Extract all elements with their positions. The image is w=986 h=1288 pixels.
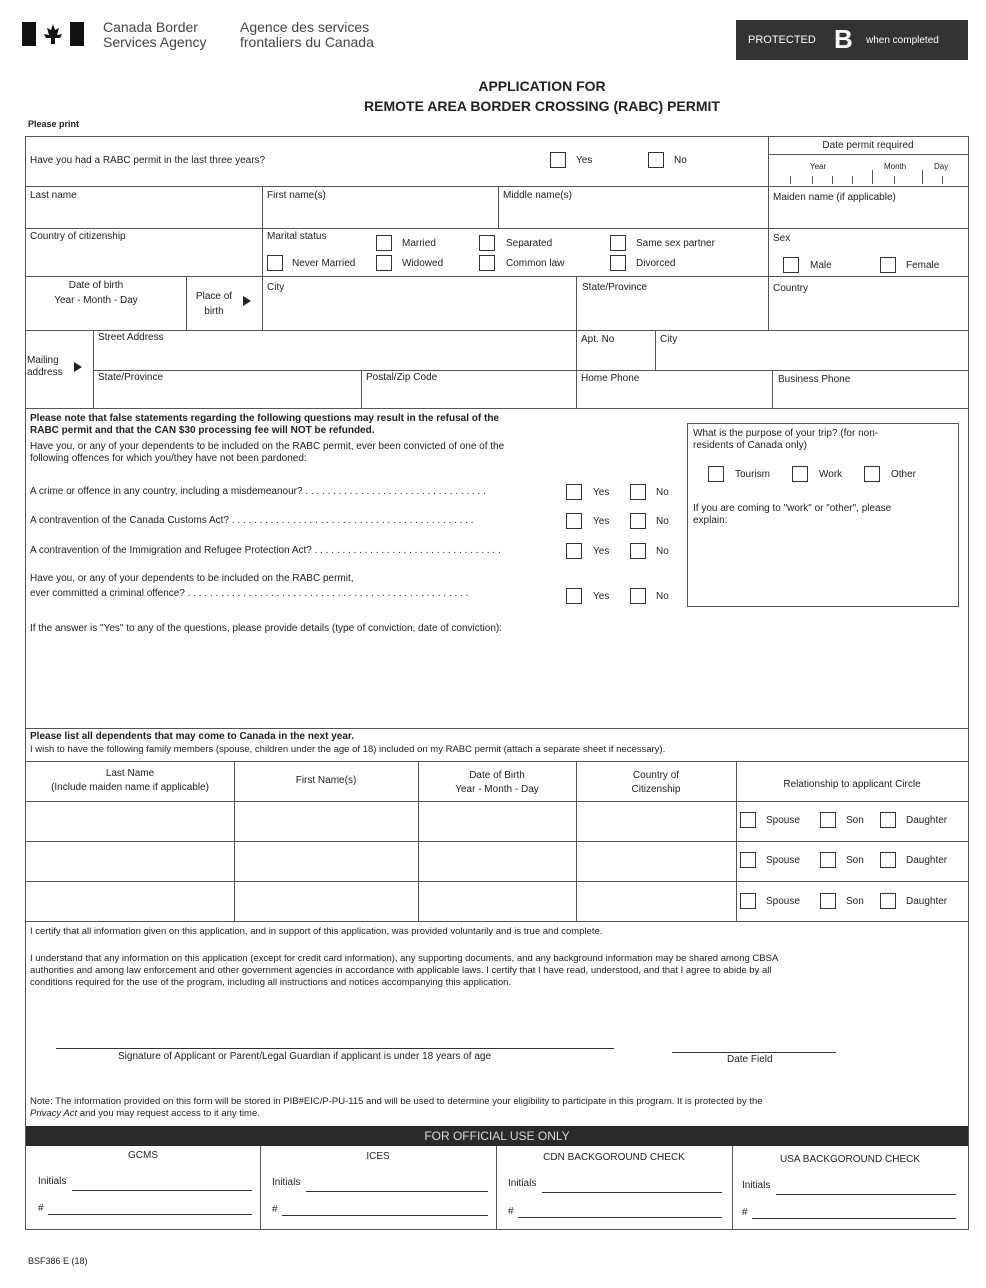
divorced-checkbox[interactable] — [610, 255, 626, 271]
customs-yes-label: Yes — [593, 516, 610, 527]
common-law-label: Common law — [506, 258, 565, 269]
never-married-label: Never Married — [292, 258, 356, 269]
tourism-checkbox[interactable] — [708, 466, 724, 482]
last-name-field[interactable] — [26, 204, 262, 226]
trip-purpose-question: What is the purpose of your trip? (for non- residents of Canada only) — [693, 428, 879, 451]
dep3-daughter-label: Daughter — [906, 896, 948, 907]
customs-no-label: No — [656, 516, 669, 527]
criminal-yes-label: Yes — [593, 591, 610, 602]
privacy-note: Note: The information provided on this form will be stored in PIB#EIC/P-PU-115 and will be used to determine your eligibility to participate in this program. It is protected by the Privacy Act and you may request access to it any time. — [30, 1096, 763, 1119]
gcms-header: GCMS — [128, 1150, 158, 1161]
separated-label: Separated — [506, 238, 553, 249]
prev-permit-no-checkbox[interactable] — [648, 152, 664, 168]
birth-country-field[interactable] — [769, 298, 967, 328]
dep1-country-field[interactable] — [577, 803, 735, 839]
cdn-initials-label: Initials — [508, 1178, 537, 1189]
married-label: Married — [402, 238, 436, 249]
crime-yes-checkbox[interactable] — [566, 484, 582, 500]
customs-yes-checkbox[interactable] — [566, 513, 582, 529]
never-married-checkbox[interactable] — [267, 255, 283, 271]
mailing-city-field[interactable] — [656, 348, 967, 368]
apt-no-label: Apt. No — [581, 334, 615, 345]
criminal-no-checkbox[interactable] — [630, 588, 646, 604]
other-checkbox[interactable] — [864, 466, 880, 482]
postal-code-label: Postal/Zip Code — [366, 372, 438, 383]
birth-state-field[interactable] — [577, 296, 767, 328]
birth-city-label: City — [267, 282, 285, 293]
usa-initials-field[interactable] — [776, 1194, 956, 1195]
dep3-dob-field[interactable] — [419, 883, 575, 919]
col-first-name: First Name(s) — [295, 775, 357, 786]
privacy-act-reference: Privacy Act — [30, 1108, 78, 1119]
dep2-last-name-field[interactable] — [26, 843, 233, 879]
crime-no-checkbox[interactable] — [630, 484, 646, 500]
gcms-number-label: # — [38, 1203, 44, 1214]
sex-label: Sex — [773, 233, 791, 244]
question-criminal-offence: Have you, or any of your dependents to be included on the RABC permit, ever committed a criminal offence? . . . . . . . . . . . . . . . . . . . . . . . . . . . . . . . . . . . . . . . . . . . . . . . . . . . — [30, 573, 469, 599]
dob-field[interactable] — [26, 310, 186, 328]
explain-label: If you are coming to "work" or "other", please explain: — [693, 503, 892, 526]
other-label: Other — [891, 469, 917, 480]
mailing-address-label: Mailing address — [27, 355, 63, 378]
separated-checkbox[interactable] — [479, 235, 495, 251]
dep2-daughter-checkbox[interactable] — [880, 852, 896, 868]
immigration-yes-label: Yes — [593, 546, 610, 557]
dep1-daughter-checkbox[interactable] — [880, 812, 896, 828]
ices-number-field[interactable] — [282, 1215, 488, 1216]
immigration-yes-checkbox[interactable] — [566, 543, 582, 559]
criminal-no-label: No — [656, 591, 669, 602]
dep1-son-checkbox[interactable] — [820, 812, 836, 828]
question-customs-act: A contravention of the Canada Customs Act? . . . . . . . . . . . . . . . . . . . . . . . . . . . . . . . . . . . . . . . . . . . . — [30, 515, 474, 526]
dep1-daughter-label: Daughter — [906, 815, 948, 826]
col-relationship: Relationship to applicant Circle — [783, 779, 921, 790]
mailing-city-label: City — [660, 334, 678, 345]
last-name-label: Last name — [30, 190, 77, 201]
date-month-label: Month — [884, 162, 907, 171]
postal-code-field[interactable] — [362, 386, 574, 406]
country-citizenship-label: Country of citizenship — [30, 231, 126, 242]
dep1-spouse-checkbox[interactable] — [740, 812, 756, 828]
prev-permit-no-label: No — [674, 155, 687, 166]
usa-number-field[interactable] — [752, 1218, 956, 1219]
dep1-dob-field[interactable] — [419, 803, 575, 839]
dep3-son-checkbox[interactable] — [820, 893, 836, 909]
dep3-daughter-checkbox[interactable] — [880, 893, 896, 909]
female-checkbox[interactable] — [880, 257, 896, 273]
divorced-label: Divorced — [636, 258, 676, 269]
cdn-number-label: # — [508, 1206, 514, 1217]
male-label: Male — [810, 260, 832, 271]
date-field-line[interactable] — [672, 1052, 836, 1053]
date-day-label: Day — [934, 162, 949, 171]
gcms-initials-label: Initials — [38, 1176, 67, 1187]
ices-header: ICES — [366, 1151, 390, 1162]
ices-initials-label: Initials — [272, 1177, 301, 1188]
dep3-country-field[interactable] — [577, 883, 735, 919]
usa-check-header: USA BACKGOROUND CHECK — [779, 1154, 921, 1165]
gcms-initials-field[interactable] — [72, 1190, 252, 1191]
country-citizenship-field[interactable] — [26, 246, 262, 274]
place-of-birth-label: Place of birth — [195, 291, 233, 317]
protected-letter: B — [834, 24, 853, 54]
arrow-right-icon — [74, 362, 82, 372]
question-crime: A crime or offence in any country, including a misdemeanour? . . . . . . . . . . . . . . . . . . . . . . . . . . . . . . . . . — [30, 486, 486, 497]
mailing-state-field[interactable] — [94, 386, 360, 406]
dep3-last-name-field[interactable] — [26, 883, 233, 919]
signature-line[interactable] — [56, 1048, 614, 1049]
business-phone-field[interactable] — [773, 388, 967, 406]
signature-label: Signature of Applicant or Parent/Legal Guardian if applicant is under 18 years of age — [118, 1051, 492, 1062]
marital-status-label: Marital status — [267, 231, 327, 242]
dep2-spouse-label: Spouse — [766, 855, 800, 866]
dep3-son-label: Son — [846, 896, 864, 907]
immigration-no-checkbox[interactable] — [630, 543, 646, 559]
middle-names-field[interactable] — [499, 204, 767, 226]
date-year-label: Year — [810, 162, 827, 171]
female-label: Female — [906, 260, 940, 271]
col-dob: Date of Birth Year - Month - Day — [455, 770, 539, 795]
crime-no-label: No — [656, 487, 669, 498]
birth-city-field[interactable] — [263, 296, 575, 328]
please-print: Please print — [28, 119, 80, 129]
immigration-no-label: No — [656, 546, 669, 557]
offence-intro: Have you, or any of your dependents to be included on the RABC permit, ever been convicted of one of the following offences for which you/they have not been pardoned: — [30, 441, 505, 464]
cdn-check-header: CDN BACKGOROUND CHECK — [543, 1152, 685, 1163]
canada-flag-logo — [22, 22, 84, 46]
usa-number-label: # — [742, 1207, 748, 1218]
dep3-spouse-label: Spouse — [766, 896, 800, 907]
usa-initials-label: Initials — [742, 1180, 771, 1191]
dep2-daughter-label: Daughter — [906, 855, 948, 866]
cdn-initials-field[interactable] — [542, 1192, 722, 1193]
official-use-banner: FOR OFFICIAL USE ONLY — [26, 1126, 968, 1146]
customs-no-checkbox[interactable] — [630, 513, 646, 529]
tourism-label: Tourism — [735, 469, 771, 480]
apt-no-field[interactable] — [577, 348, 653, 368]
dep2-son-checkbox[interactable] — [820, 852, 836, 868]
dep1-spouse-label: Spouse — [766, 815, 800, 826]
home-phone-field[interactable] — [577, 387, 771, 406]
gcms-number-field[interactable] — [48, 1214, 252, 1215]
maiden-name-label: Maiden name (if applicable) — [773, 192, 896, 203]
home-phone-label: Home Phone — [581, 373, 640, 384]
details-label: If the answer is "Yes" to any of the questions, please provide details (type of conviction, date of conviction): — [30, 623, 502, 634]
prev-permit-yes-label: Yes — [576, 155, 593, 166]
married-checkbox[interactable] — [376, 235, 392, 251]
certify-statement: I certify that all information given on this application, and in support of this application, was provided voluntarily and is true and complete. — [30, 926, 603, 937]
cdn-number-field[interactable] — [518, 1217, 722, 1218]
work-label: Work — [819, 469, 843, 480]
protected-b-banner — [736, 20, 968, 60]
explain-field[interactable] — [690, 530, 956, 604]
protected-suffix: when completed — [866, 35, 939, 46]
dep3-spouse-checkbox[interactable] — [740, 893, 756, 909]
question-immigration-act: A contravention of the Immigration and Refugee Protection Act? . . . . . . . . . . . . . . . . . . . . . . . . . . . . . . . . . . — [30, 545, 501, 556]
dep2-son-label: Son — [846, 855, 864, 866]
middle-names-label: Middle name(s) — [503, 190, 572, 201]
crime-yes-label: Yes — [593, 487, 610, 498]
business-phone-label: Business Phone — [778, 374, 851, 385]
dep2-spouse-checkbox[interactable] — [740, 852, 756, 868]
same-sex-checkbox[interactable] — [610, 235, 626, 251]
col-country: Country of Citizenship — [631, 770, 681, 795]
false-statement-warning: Please note that false statements regarding the following questions may result in the refusal of the RABC permit and that the CAN $30 processing fee will NOT be refunded. — [30, 413, 499, 436]
widowed-checkbox[interactable] — [376, 255, 392, 271]
dep3-first-name-field[interactable] — [235, 883, 417, 919]
dob-label: Date of birth Year - Month - Day — [54, 280, 138, 306]
first-names-label: First name(s) — [267, 190, 326, 201]
maiden-name-field[interactable] — [769, 206, 967, 226]
common-law-checkbox[interactable] — [479, 255, 495, 271]
date-permit-input[interactable] — [776, 170, 962, 184]
male-checkbox[interactable] — [783, 257, 799, 273]
ices-number-label: # — [272, 1204, 278, 1215]
dep1-first-name-field[interactable] — [235, 803, 417, 839]
prev-permit-question: Have you had a RABC permit in the last three years? — [30, 155, 266, 166]
dep2-first-name-field[interactable] — [235, 843, 417, 879]
criminal-yes-checkbox[interactable] — [566, 588, 582, 604]
dep1-last-name-field[interactable] — [26, 803, 233, 839]
mailing-state-label: State/Province — [98, 372, 164, 383]
col-last-name: Last Name (Include maiden name if applicable) — [51, 768, 209, 793]
street-address-field[interactable] — [94, 346, 574, 368]
date-field-label: Date Field — [727, 1054, 773, 1065]
work-checkbox[interactable] — [792, 466, 808, 482]
agency-name-en: Canada Border Services Agency — [103, 19, 207, 50]
dep2-dob-field[interactable] — [419, 843, 575, 879]
form-title-line2: REMOTE AREA BORDER CROSSING (RABC) PERMIT — [364, 98, 720, 114]
ices-initials-field[interactable] — [306, 1191, 488, 1192]
agency-name-fr: Agence des services frontaliers du Canada — [240, 19, 374, 50]
birth-country-label: Country — [773, 283, 809, 294]
dep1-son-label: Son — [846, 815, 864, 826]
first-names-field[interactable] — [263, 204, 497, 226]
arrow-right-icon — [243, 296, 251, 306]
understand-statement: I understand that any information on this application (except for credit card information), any supporting documents, and any background information may be shared among CBSA authorities and among law enforcement and other government agencies in accordance with applicable laws. I certify that I have read, understood, and that I agree to abide by all conditions required for the use of the program, including all instructions and notices accompanying this application. — [30, 953, 779, 988]
dependents-heading: Please list all dependents that may come to Canada in the next year. — [30, 731, 354, 742]
dep2-country-field[interactable] — [577, 843, 735, 879]
birth-state-label: State/Province — [582, 282, 648, 293]
same-sex-label: Same sex partner — [636, 238, 715, 249]
form-title-line1: APPLICATION FOR — [478, 78, 606, 94]
protected-label: PROTECTED — [748, 34, 816, 46]
street-address-label: Street Address — [98, 332, 164, 343]
details-field[interactable] — [26, 638, 968, 726]
date-permit-required-label: Date permit required — [822, 140, 914, 151]
form-number: BSF386 E (18) — [28, 1256, 88, 1266]
dependents-subheading: I wish to have the following family members (spouse, children under the age of 18) included on my RABC permit (attach a separate sheet if necessary). — [30, 744, 666, 755]
widowed-label: Widowed — [402, 258, 444, 269]
prev-permit-yes-checkbox[interactable] — [550, 152, 566, 168]
